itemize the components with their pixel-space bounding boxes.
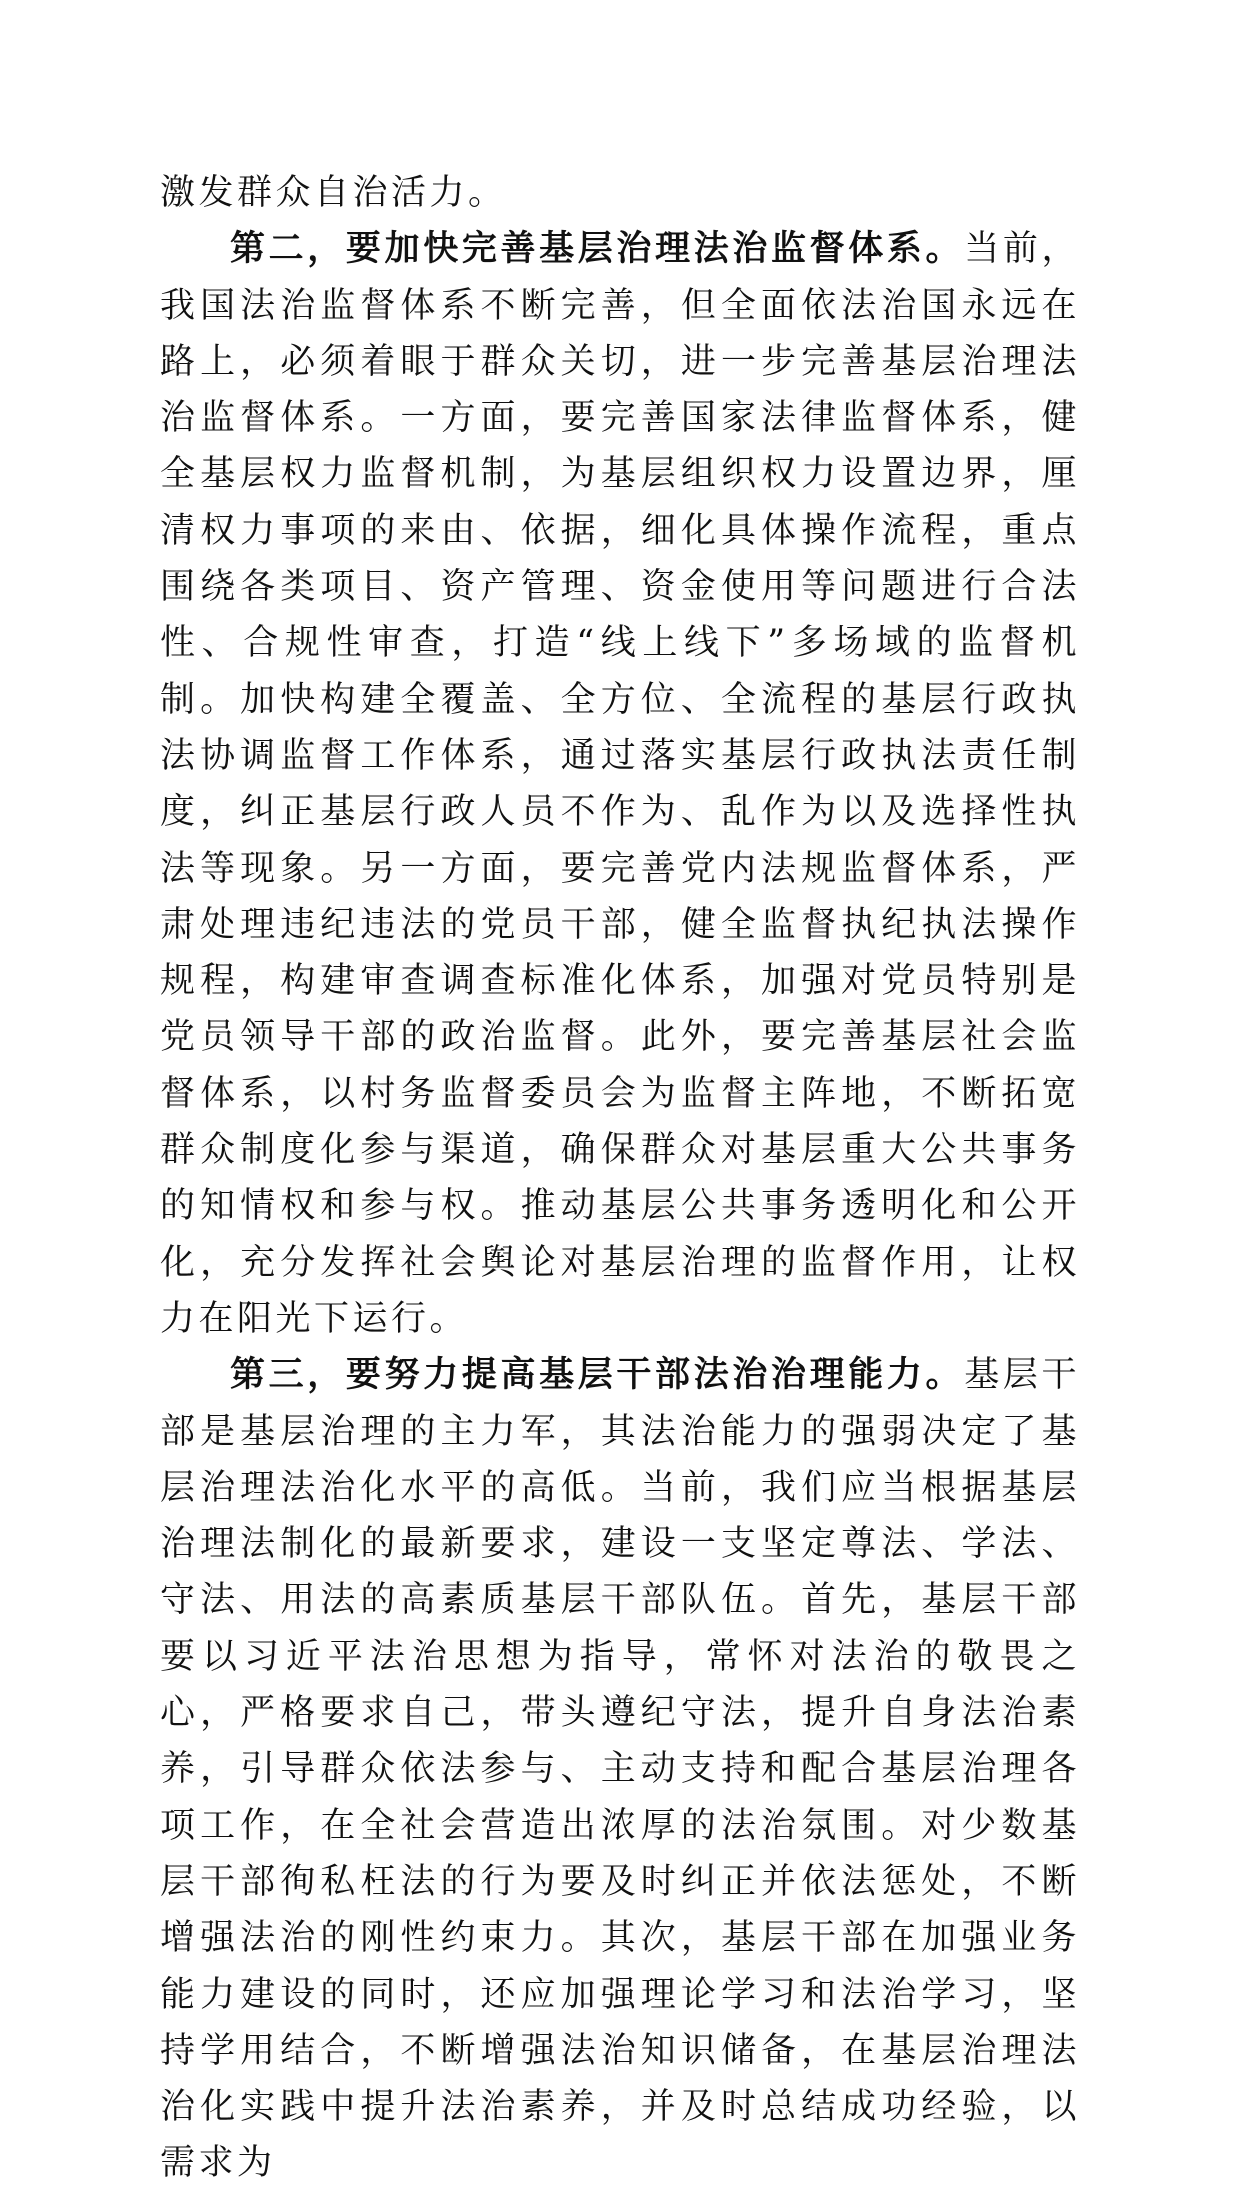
- paragraph-lead: 第三，要努力提高基层干部法治治理能力。: [230, 1354, 965, 1396]
- document-page: [160, 165, 1080, 2192]
- paragraph-body: 当前，我国法治监督体系不断完善，但全面依法治国永远在路上，必须着眼于群众关切，进一步完善基层治理法治监督体系。一方面，要完善国家法律监督体系，健全基层权力监督机制，为基层组织权力设置边界，厘清权力事项的来由、依据，细化具体操作流程，重点围绕各类项目、资产管理、资金使用等问题进行合法性、合规性审查，打造“线上线下”多场域的监督机制。加快构建全覆盖、全方位、全流程的基层行政执法协调监督工作体系，通过落实基层行政执法责任制度，纠正基层行政人员不作为、乱作为以及选择性执法等现象。另一方面，要完善党内法规监督体系，严肃处理违纪违法的党员干部，健全监督执纪执法操作规程，构建审查调查标准化体系，加强对党员特别是党员领导干部的政治监督。此外，要完善基层社会监督体系，以村务监督委员会为监督主阵地，不断拓宽群众制度化参与渠道，确保群众对基层重大公共事务的知情权和参与权。推动基层公共事务透明化和公开化，充分发挥社会舆论对基层治理的监督作用，让权力在阳光下运行。: [160, 229, 1080, 1339]
- paragraph-body: 激发群众自治活力。: [160, 173, 507, 213]
- paragraph-lead: 第二，要加快完善基层治理法治监督体系。: [230, 228, 965, 270]
- paragraph-continuation: [160, 165, 1080, 221]
- paragraph-second-point: [160, 221, 1080, 1347]
- paragraph-body: 基层干部是基层治理的主力军，其法治能力的强弱决定了基层治理法治化水平的高低。当前，我们应当根据基层治理法制化的最新要求，建设一支坚定尊法、学法、守法、用法的高素质基层干部队伍。首先，基层干部要以习近平法治思想为指导，常怀对法治的敬畏之心，严格要求自己，带头遵纪守法，提升自身法治素养，引导群众依法参与、主动支持和配合基层治理各项工作，在全社会营造出浓厚的法治氛围。对少数基层干部徇私枉法的行为要及时纠正并依法惩处，不断增强法治的刚性约束力。其次，基层干部在加强业务能力建设的同时，还应加强理论学习和法治学习，坚持学用结合，不断增强法治知识储备，在基层治理法治化实践中提升法治素养，并及时总结成功经验，以需求为: [160, 1355, 1080, 2184]
- paragraph-third-point: [160, 1347, 1080, 2191]
